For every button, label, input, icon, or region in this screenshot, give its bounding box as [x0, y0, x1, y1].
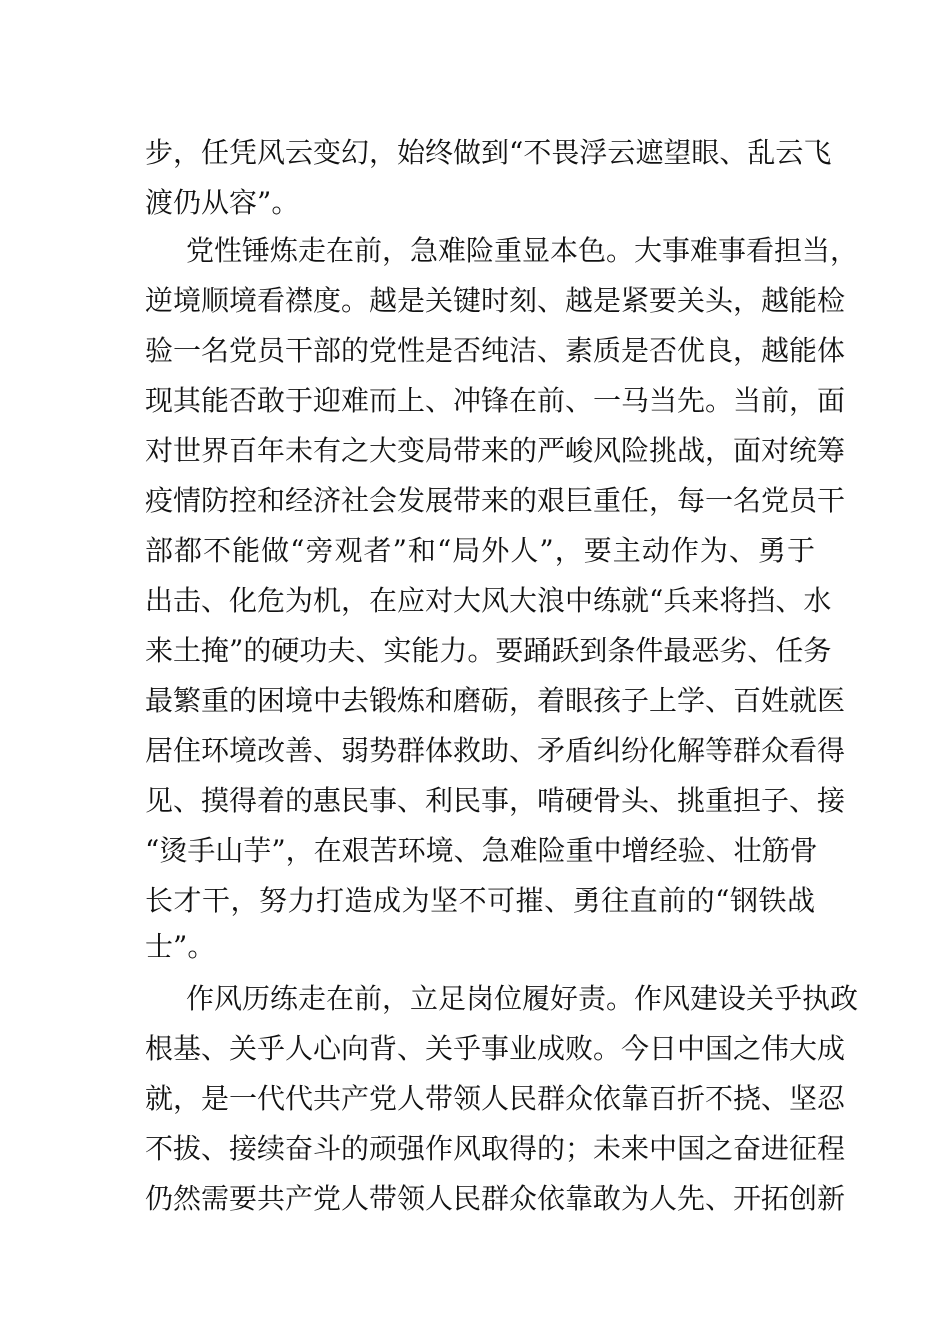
text-line: 来土掩”的硬功夫、实能力。要踊跃到条件最恶劣、任务: [145, 634, 832, 667]
text-line: 根基、关乎人心向背、关乎事业成败。今日中国之伟大成: [145, 1032, 846, 1065]
text-line: 最繁重的困境中去锻炼和磨砺，着眼孩子上学、百姓就医: [145, 684, 846, 717]
text-line: 现其能否敢于迎难而上、冲锋在前、一马当先。当前，面: [145, 384, 846, 417]
paragraph-first-line: 党性锤炼走在前，急难险重显本色。大事难事看担当，: [186, 234, 859, 267]
text-line: 居住环境改善、弱势群体救助、矛盾纠纷化解等群众看得: [145, 734, 846, 767]
text-line: 逆境顺境看襟度。越是关键时刻、越是紧要关头，越能检: [145, 284, 846, 317]
text-line: 验一名党员干部的党性是否纯洁、素质是否优良，越能体: [145, 334, 846, 367]
text-line: 就，是一代代共产党人带领人民群众依靠百折不挠、坚忍: [145, 1082, 846, 1115]
text-line: 仍然需要共产党人带领人民群众依靠敢为人先、开拓创新: [145, 1182, 846, 1215]
text-line: “烫手山芋”，在艰苦环境、急难险重中增经验、壮筋骨: [145, 834, 818, 867]
paragraph-first-line: 作风历练走在前，立足岗位履好责。作风建设关乎执政: [186, 982, 859, 1015]
text-line: 对世界百年未有之大变局带来的严峻风险挑战，面对统筹: [145, 434, 846, 467]
text-line: 渡仍从容”。: [145, 186, 300, 219]
text-line: 长才干，努力打造成为坚不可摧、勇往直前的“钢铁战: [145, 884, 815, 917]
text-line: 士”。: [145, 930, 216, 963]
text-line: 见、摸得着的惠民事、利民事，啃硬骨头、挑重担子、接: [145, 784, 846, 817]
text-line: 出击、化危为机，在应对大风大浪中练就“兵来将挡、水: [145, 584, 832, 617]
text-line: 部都不能做“旁观者”和“局外人”，要主动作为、勇于: [145, 534, 815, 567]
text-line: 疫情防控和经济社会发展带来的艰巨重任，每一名党员干: [145, 484, 846, 517]
text-line: 步，任凭风云变幻，始终做到“不畏浮云遮望眼、乱云飞: [145, 136, 832, 169]
text-line: 不拔、接续奋斗的顽强作风取得的；未来中国之奋进征程: [145, 1132, 846, 1165]
